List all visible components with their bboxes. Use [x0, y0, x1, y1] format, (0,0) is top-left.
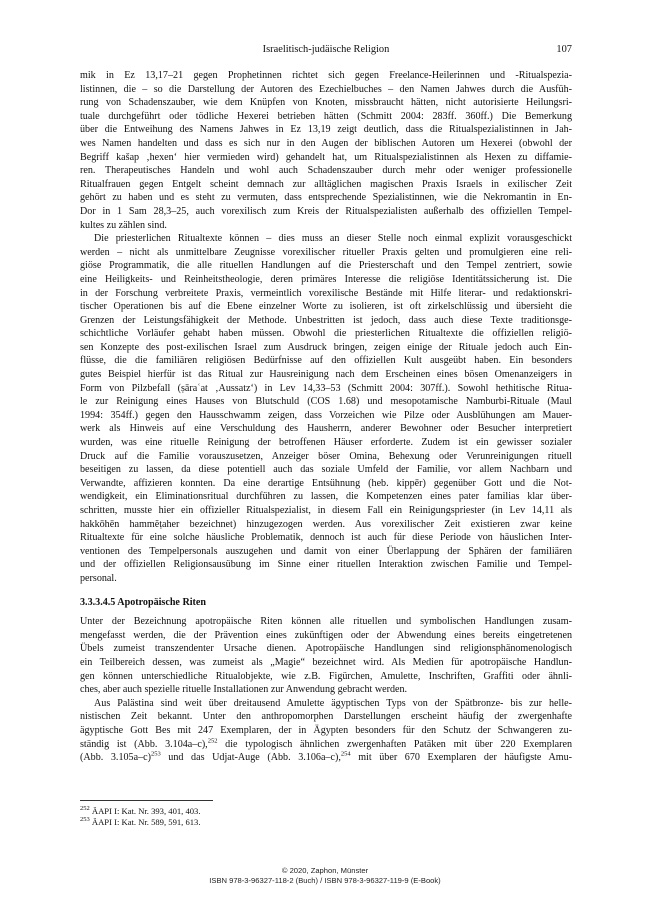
text-line: Verwandte, affizieren konnten. Da eine derartige Entsühnung (heb. kippēr) gegenüber Gott und die Not-: [80, 477, 572, 489]
text-line: ägyptische Gott Bes mit 247 Exemplaren, der in Ägypten besonders für den Schutz der Schwangeren zu-: [80, 724, 572, 736]
text-line: Grenzen der Leistungsfähigkeit der Methode. Unbestritten ist jedoch, dass auch diese Texte traditionsge-: [80, 314, 572, 326]
text-line: und der offiziellen Religionsausübung im Sinne einer rituellen Interaktion zwischen Familie und Tempel-: [80, 559, 572, 571]
text-line: Übels zumeist transzendenter Ursache dienen. Apotropäische Handlungen sind religionsphänomenologisch: [80, 643, 572, 655]
running-header: [80, 44, 572, 60]
text-line: gutes Beispiel hierfür ist das Ritual zur Hausreinigung nach dem Erscheinen eines bösen Omenanzeigers in: [80, 369, 572, 381]
footnote-ref-253[interactable]: 253: [150, 751, 161, 758]
text-line: Ritualfrauen gegen Entgelt scheint demnach zur alltäglichen magischen Praxis Israels in exilischer Zeit: [80, 178, 572, 190]
text-line: werden – nicht als unmittelbare Zeugnisse vorexilischer ritueller Praxis gelten und promulgieren eine reli-: [80, 246, 572, 258]
text-line: mengefasst werden, die der Prävention eines zukünftigen oder der Abwendung eines bereits eingetretenen: [80, 629, 572, 641]
text-line: tischer Operationen bis auf die Ebene einzelner Worte zu isolieren, ist oft zirkelschlüssig und übersieht die: [80, 301, 572, 313]
text-line: ein Teilbereich dessen, was zumeist als „Magie“ bezeichnet wird. Als Medien für apotropäische Handlun-: [80, 656, 572, 668]
footnote-number: 253: [80, 816, 90, 824]
text-line: gehört zu haben und es steht zu vermuten, dass entsprechende Spezialistinnen, wie die Nekromantin in En-: [80, 192, 572, 204]
running-title: Israelitisch-judäische Religion: [262, 44, 390, 55]
copyright-line: © 2020, Zaphon, Münster: [281, 866, 369, 875]
page-number: 107: [556, 44, 572, 55]
text-line: über die Entweihung des Namens Jahwes in Ez 13,19 zeigt deutlich, dass die Ritualspezialistinnen in Jah-: [80, 124, 572, 136]
text-line: eine Heiligkeits- und Reinheitstheologie, deren primäres Interesse die religiöse Identitätssicherung ist. Die: [80, 273, 572, 285]
text-line: werk als Hinweis auf eine Verschuldung des Hausherrn, anderer Bewohner oder Besucher interpretiert: [80, 423, 572, 435]
text-line: giöse Programmatik, die alle rituellen Handlungen auf die Priesterschaft und den Tempel zentriert, sowie: [80, 260, 572, 272]
text-line: rung von Schadenszauber, wie dem Knüpfen von Knoten, missbraucht hätten, nicht autorisierte Heilungsri-: [80, 97, 572, 109]
paragraph-amulets: [80, 697, 572, 765]
text-line: Aus Palästina sind weit über dreitausend Amulette ägyptischen Typs von der Spätbronze- bis zur helle-: [94, 697, 572, 709]
text-line: Unter der Bezeichnung apotropäische Riten können alle rituellen und symbolischen Handlungen zusam-: [80, 616, 572, 628]
footnote-divider: [80, 800, 213, 801]
text-segment: und das Udjat-Auge (Abb. 3.106a–c),: [160, 752, 341, 764]
text-line: 1994: 354ff.) gegen den Hausschwamm zeigen, dass Vorzeichen wie Pilze oder Ausblühungen am Mauer-: [80, 409, 572, 421]
footnote-text: ÄAPI I: Kat. Nr. 589, 591, 613.: [89, 817, 201, 827]
text-line: tuale durchgeführt oder tödliche Hexerei betrieben hätten (Schmitt 2004: 283ff. 360ff.) Die Bemerkung: [80, 110, 572, 122]
footnote-text: ÄAPI I: Kat. Nr. 393, 401, 403.: [89, 806, 201, 816]
footnote-253: [80, 817, 572, 828]
text-line: Die priesterlichen Ritualtexte können – dies muss an dieser Stelle noch einmal explizit vorausgeschickt: [94, 233, 572, 245]
text-line: listinnen, die – so die Darstellung der Autoren des Ezechielbuches – den Namen Jahwes durch die Ausfüh-: [80, 83, 572, 95]
footnote-252: [80, 806, 572, 817]
text-line: Ritualtexte für eine solche häusliche Problematik, dennoch ist auch für diese Periode von häuslichen Inter-: [80, 532, 572, 544]
text-line: gen können unterschiedliche Ritualobjekte, wie z.B. Figürchen, Amulette, Inschriften, Graffiti oder ähnli-: [80, 670, 572, 682]
footnotes: [80, 806, 572, 828]
text-line: Druck auf die Familie vorauszusetzen, Anzeiger böser Omina, Behexung oder Verunreinigungen rituell: [80, 450, 572, 462]
text-line: ren. Therapeutisches Handeln und wohl auch Schadenszauber durch mehr oder weniger professionelle: [80, 165, 572, 177]
text-line: [80, 738, 572, 752]
paragraph-ritual-specialists: [80, 69, 572, 232]
text-line: schritten, musste hier ein offizieller Ritualspezialist, in diesem Fall ein Reinigungspriester (in Lev 14,11 als: [80, 505, 572, 516]
text-line: beseitigen zu lassen, da diese potentiell auch das soziale Umfeld der Familie, vor allem Nachbarn und: [80, 464, 572, 476]
footnote-ref-252[interactable]: 252: [207, 737, 218, 745]
text-segment: (Abb. 3.105a–c): [80, 752, 151, 764]
text-line: wes Namen handelten und dass es sich nur in den Augen der biblischen Autoren um Hexerei (obwohl der: [80, 137, 572, 149]
text-line: nistischen Zeit bekannt. Unter den anthropomorphen Darstellungen erscheint häufig der zwergenhafte: [80, 711, 572, 723]
text-line: ventionen des Tempelpersonals auszugehen und damit von einer Überlappung der Sphären der familiären: [80, 545, 572, 557]
text-line: Dor in 1 Sam 28,3–25, auch vorexilisch zum Kreis der Ritualspezialisten außerhalb des offiziellen Tempel-: [80, 205, 572, 217]
text-line: sen Konzepte des post-exilischen Israel zum Ausdruck bringen, zeigen einige der Rituale jedoch auch Ein-: [80, 341, 572, 353]
text-line: le zur Reinigung eines Hauses von Blutschuld (COS 1.68) und mesopotamische Namburbi-Rituale (Maul: [80, 396, 572, 408]
paragraph-apotropaic-rites: [80, 615, 572, 697]
text-line: mik in Ez 13,17–21 gegen Prophetinnen richtet sich gegen Freelance-Heilerinnen und -Ritualspezia-: [80, 70, 572, 81]
publisher-imprint: [0, 866, 650, 886]
text-line: kultes zu zählen sind.: [80, 219, 167, 231]
text-line: wendigkeit, ein Eliminationsritual durchführen zu lassen, die Kompetenzen eines pater familias klar über-: [80, 491, 572, 503]
text-segment: mit über 670 Exemplaren der häufigste Amu-: [350, 752, 572, 764]
text-line: Begriff kašap ‚hexen‘ hier vermieden wird) gehandelt hat, um Ritualspezialistinnen als Hexen zu diffamie-: [80, 151, 572, 163]
text-line: [80, 751, 572, 765]
isbn-line: ISBN 978-3-96327-118-2 (Buch) / ISBN 978-3-96327-119-9 (E-Book): [209, 876, 441, 885]
text-line: hakkōhēn hammĕṭaher bezeichnet) hinzugezogen werden. Aus vorexilischer Zeit existieren zwar keine: [80, 518, 572, 530]
paragraph-priestly-ritual-texts: [80, 232, 572, 585]
main-text: [80, 69, 572, 765]
text-segment: ständig ist (Abb. 3.104a–c),: [80, 738, 208, 750]
section-heading: 3.3.3.4.5 Apotropäische Riten: [80, 596, 206, 608]
text-line: wurden, was eine rituelle Reinigung der betroffenen Häuser erforderte. Zudem ist ein gewisser sozialer: [80, 437, 572, 449]
text-line: ches, aber auch spezielle rituelle Installationen zur Anwendung gebracht werden.: [80, 684, 408, 696]
text-line: Form von Pilzbefall (ṣāraʿat ‚Aussatz‘) in Lev 14,33–53 (Schmitt 2004: 307ff.). Sowohl hethitische Ritua-: [80, 382, 572, 394]
footnote-ref-254[interactable]: 254: [340, 751, 351, 758]
footnote-number: 252: [80, 805, 90, 813]
text-line: in der Forschung verbreitete Praxis, vermeintlich vorexilische Bestände mit Hilfe literar- und redaktionskri-: [80, 287, 572, 299]
text-line: schichtliche Vorläufer gehabt haben müssen. Obwohl die priesterlichen Ritualtexte die offiziellen religiö-: [80, 328, 572, 340]
text-line: personal.: [80, 572, 117, 584]
text-segment: die typologisch ähnlichen zwergenhaften Patäken mit über 220 Exemplaren: [217, 738, 572, 750]
text-line: flüsse, die die familiären religiösen Bedürfnisse auf den offiziellen Kult ausgeübt haben. Ein besonders: [80, 355, 572, 367]
